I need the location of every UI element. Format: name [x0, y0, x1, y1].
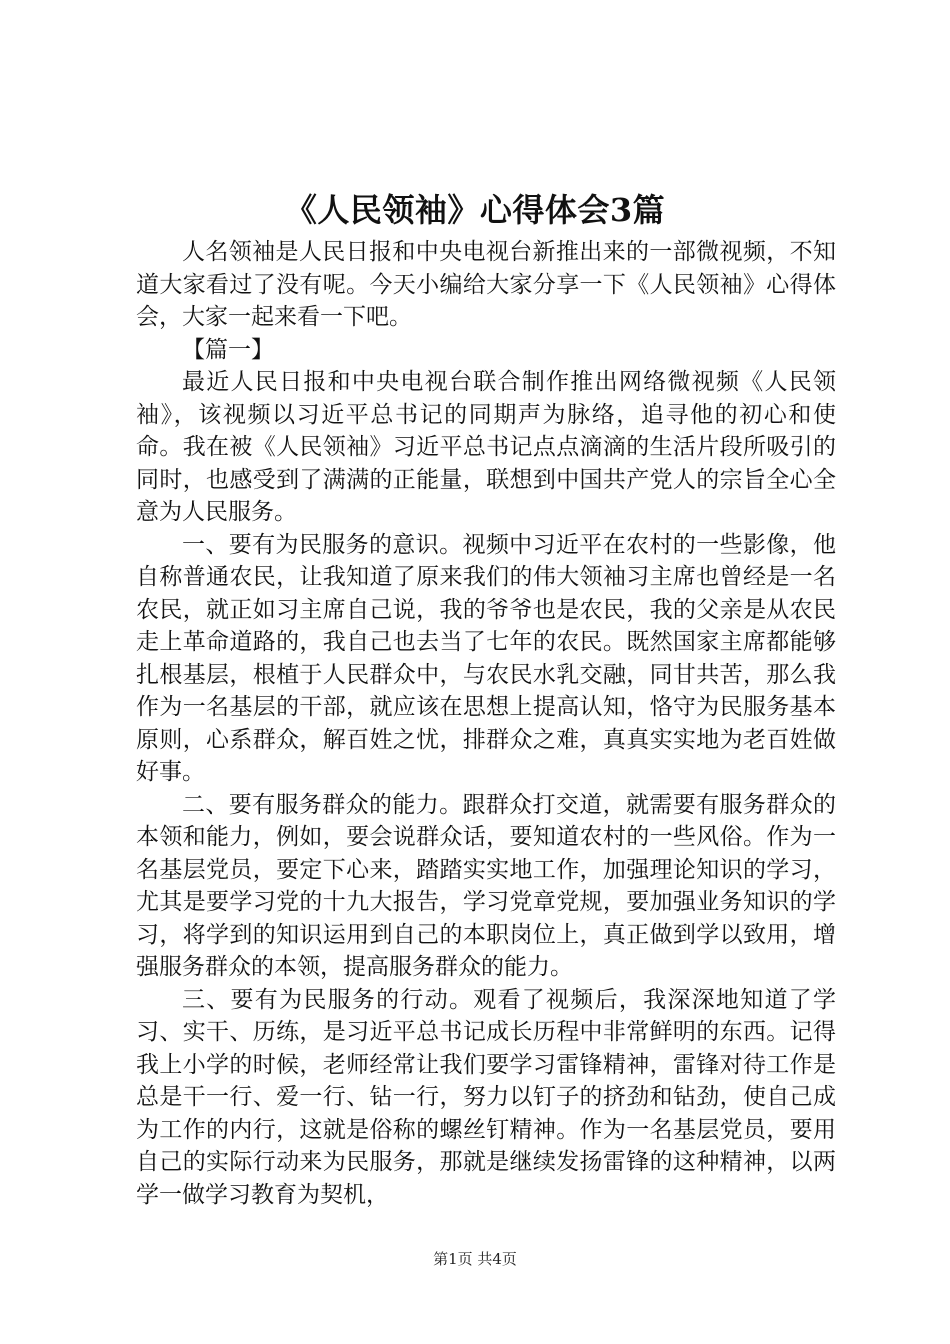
body-paragraph: 三、要有为民服务的行动。观看了视频后，我深深地知道了学习、实干、历练，是习近平总书记成长历程中非常鲜明的东西。记得我上小学的时候，老师经常让我们要学习雷锋精神，雷锋对待工作是总是干一行、爱一行、钻一行，努力以钉子的挤劲和钻劲，使自己成为工作的内行，这就是俗称的螺丝钉精神。作为一名基层党员，要用自己的实际行动来为民服务，那就是继续发扬雷锋的这种精神，以两学一做学习教育为契机， [136, 986, 836, 1208]
page-footer: 第1页 共4页 [433, 1250, 517, 1268]
document-title: 《人民领袖》心得体会3篇 [284, 191, 666, 229]
section-heading: 【篇一】 [182, 336, 274, 363]
body-paragraph: 二、要有服务群众的能力。跟群众打交道，就需要有服务群众的本领和能力，例如，要会说群众话，要知道农村的一些风俗。作为一名基层党员，要定下心来，踏踏实实地工作，加强理论知识的学习，尤其是要学习党的十九大报告，学习党章党规，要加强业务知识的学习，将学到的知识运用到自己的本职岗位上，真正做到学以致用，增强服务群众的本领，提高服务群众的能力。 [136, 791, 836, 980]
body-paragraph: 一、要有为民服务的意识。视频中习近平在农村的一些影像，他自称普通农民，让我知道了原来我们的伟大领袖习主席也曾经是一名农民，就正如习主席自己说，我的爷爷也是农民，我的父亲是从农民走上革命道路的，我自己也去当了七年的农民。既然国家主席都能够扎根基层，根植于人民群众中，与农民水乳交融，同甘共苦，那么我作为一名基层的干部，就应该在思想上提高认知，恪守为民服务基本原则，心系群众，解百姓之忧，排群众之难，真真实实地为老百姓做好事。 [136, 531, 836, 785]
document-body [136, 236, 836, 1211]
body-paragraph: 最近人民日报和中央电视台联合制作推出网络微视频《人民领袖》，该视频以习近平总书记的同期声为脉络，追寻他的初心和使命。我在被《人民领袖》习近平总书记点点滴滴的生活片段所吸引的同时，也感受到了满满的正能量，联想到中国共产党人的宗旨全心全意为人民服务。 [136, 369, 836, 525]
intro-paragraph: 人名领袖是人民日报和中央电视台新推出来的一部微视频，不知道大家看过了没有呢。今天小编给大家分享一下《人民领袖》心得体会，大家一起来看一下吧。 [136, 239, 836, 330]
